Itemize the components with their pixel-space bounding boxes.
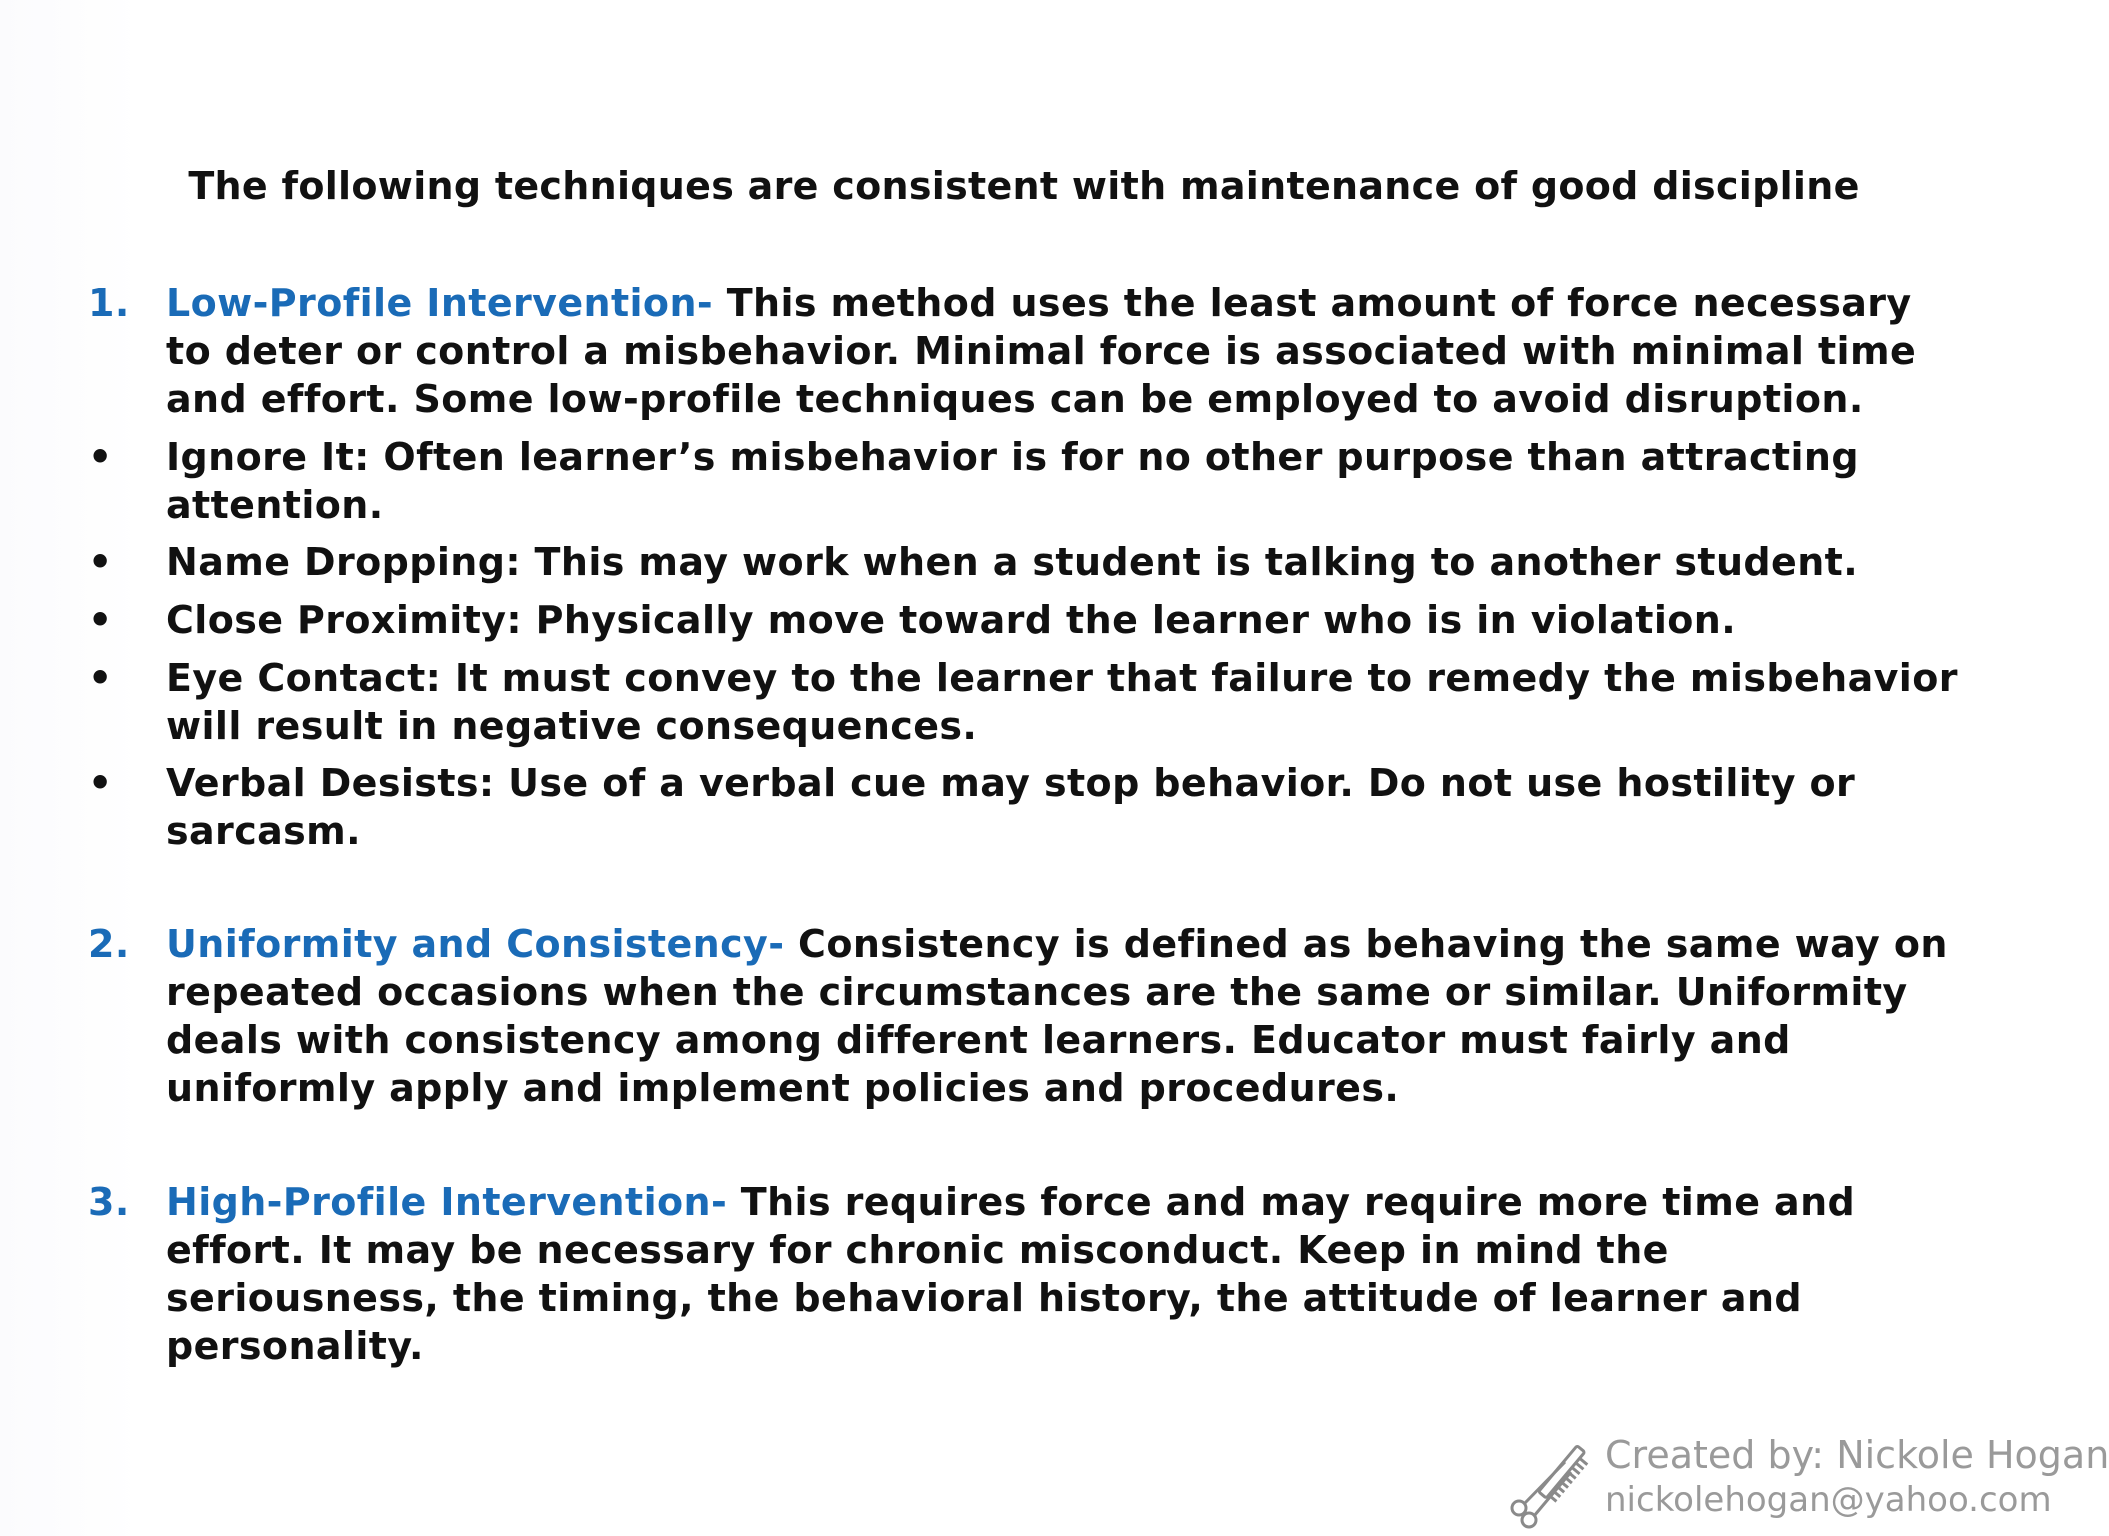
item-line (166, 1178, 1855, 1226)
bullet-text: Verbal Desists: Use of a verbal cue may stop behavior. Do not use hostility or (166, 761, 1856, 805)
bullet-text: Close Proximity: Physically move toward the learner who is in violation. (166, 598, 1737, 642)
bullet-text: attention. (166, 483, 384, 527)
item-heading: High-Profile Intervention- (166, 1180, 728, 1224)
bullet-marker: • (88, 761, 113, 805)
item-text: seriousness, the timing, the behavioral history, the attitude of learner and (166, 1276, 1803, 1320)
item-text: repeated occasions when the circumstances are the same or similar. Uniformity (166, 970, 1908, 1014)
bullet-text: Name Dropping: This may work when a student is talking to another student. (166, 540, 1859, 584)
item-heading: Uniformity and Consistency- (166, 922, 785, 966)
slide-title: The following techniques are consistent with maintenance of good discipline (188, 164, 1860, 208)
item-number: 1. (88, 281, 130, 325)
bullet-text: Eye Contact: It must convey to the learner that failure to remedy the misbehavior (166, 656, 1958, 700)
bullet-text: will result in negative consequences. (166, 704, 978, 748)
item-text: uniformly apply and implement policies and procedures. (166, 1066, 1400, 1110)
item-number: 2. (88, 922, 130, 966)
bullet-marker: • (88, 598, 113, 642)
item-number: 3. (88, 1180, 130, 1224)
item-text: effort. It may be necessary for chronic misconduct. Keep in mind the (166, 1228, 1669, 1272)
item-text: to deter or control a misbehavior. Minimal force is associated with minimal time (166, 329, 1917, 373)
watermark-email: nickolehogan@yahoo.com (1605, 1480, 2052, 1520)
item-heading: Low-Profile Intervention- (166, 281, 714, 325)
item-text: personality. (166, 1324, 424, 1368)
item-text: deals with consistency among different learners. Educator must fairly and (166, 1018, 1791, 1062)
item-text: This requires force and may require more time and (727, 1180, 1856, 1224)
bullet-marker: • (88, 656, 113, 700)
item-line (166, 920, 1948, 968)
item-text: This method uses the least amount of force necessary (713, 281, 1912, 325)
bullet-text: sarcasm. (166, 809, 362, 853)
scissors-comb-icon (1505, 1432, 1605, 1532)
bullet-marker: • (88, 540, 113, 584)
item-text: and effort. Some low-profile techniques can be employed to avoid disruption. (166, 377, 1864, 421)
bullet-text: Ignore It: Often learner’s misbehavior is for no other purpose than attracting (166, 435, 1859, 479)
watermark-credit: Created by: Nickole Hogan (1605, 1433, 2109, 1477)
bullet-marker: • (88, 435, 113, 479)
item-line (166, 279, 1912, 327)
creator-watermark (1505, 1432, 2109, 1532)
item-text: Consistency is defined as behaving the same way on (784, 922, 1948, 966)
